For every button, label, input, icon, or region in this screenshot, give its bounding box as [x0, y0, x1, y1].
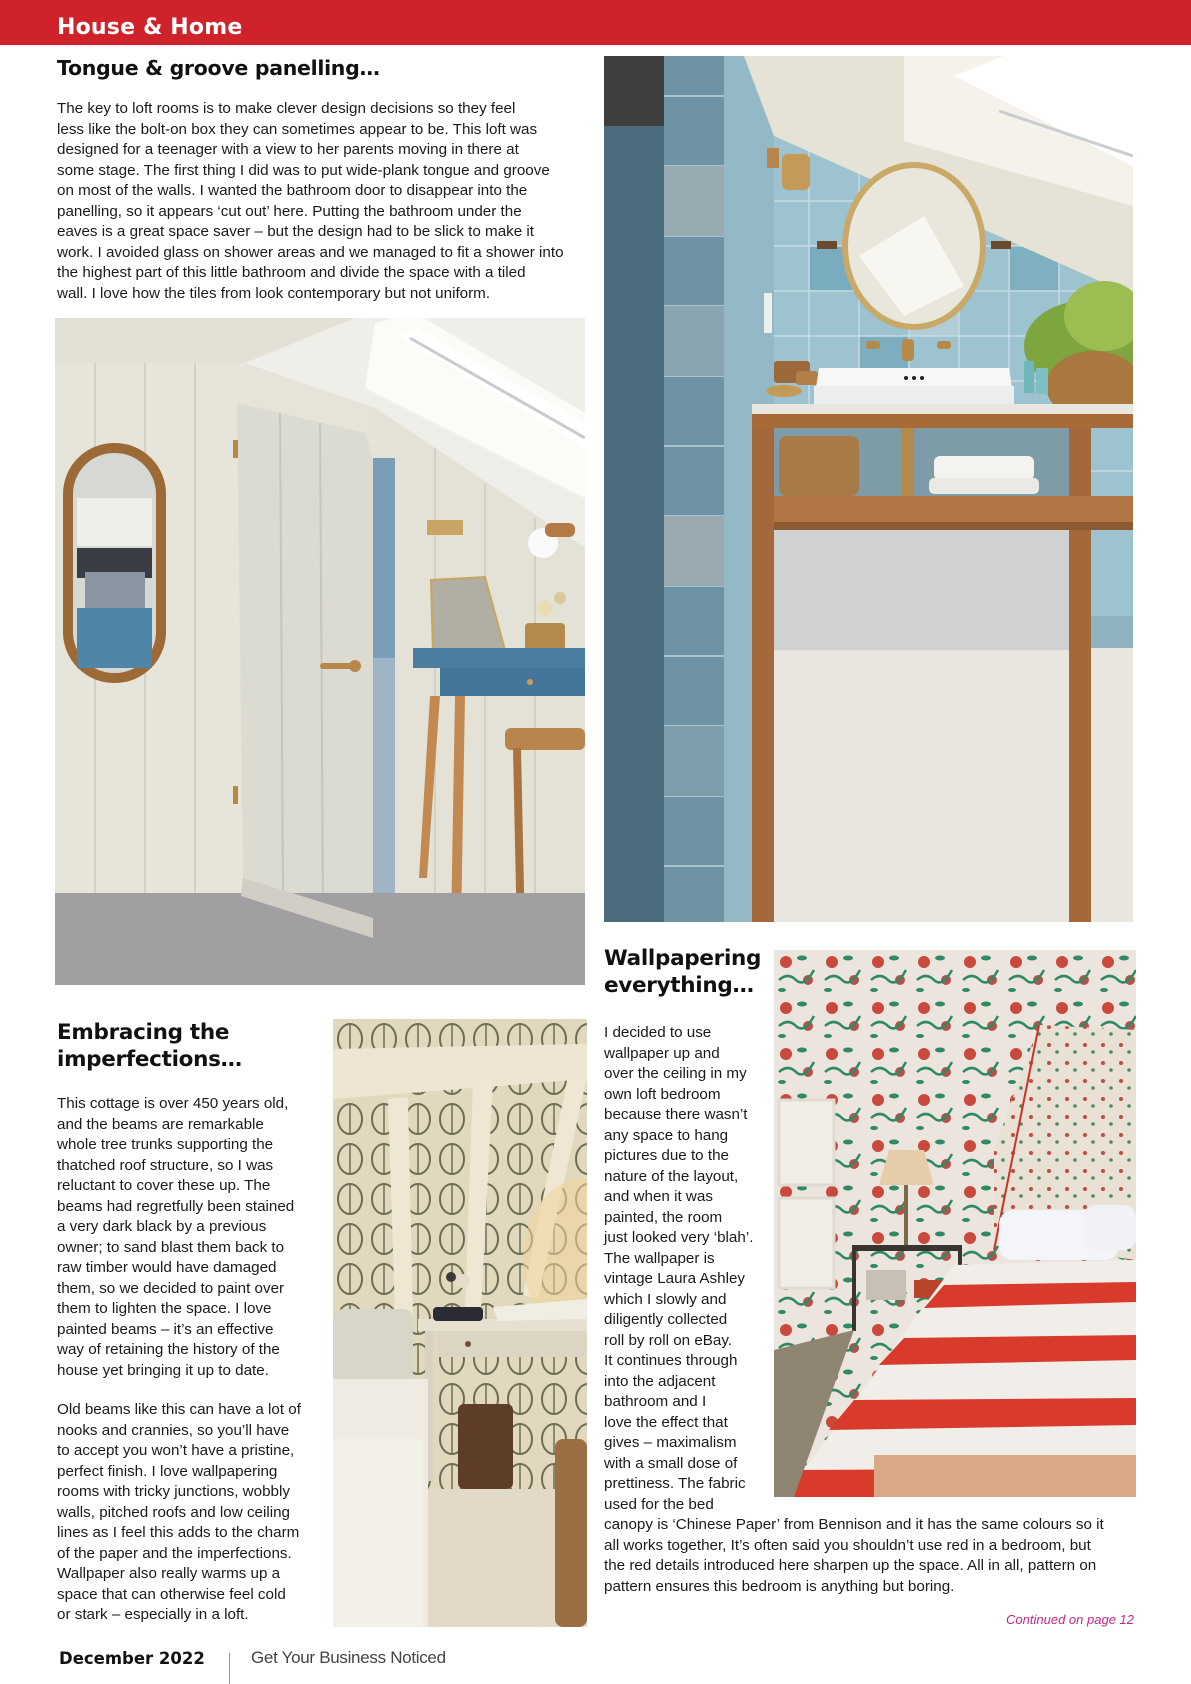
text-line: eaves is a great space saver – but the design had to be slick to make it — [57, 223, 534, 240]
text-line: just looked very ‘blah’. — [604, 1229, 754, 1246]
text-line: own loft bedroom — [604, 1085, 721, 1103]
text-line: wall. I love how the tiles from look contemporary but not uniform. — [57, 284, 491, 302]
text-line: canopy is ‘Chinese Paper’ from Bennison and it has the same colours so it — [604, 1516, 1104, 1533]
text-line: rooms with tricky junctions, wobbly — [57, 1483, 290, 1500]
text-line: owner; to sand blast them back to — [57, 1238, 285, 1256]
text-line: way of retaining the history of the — [57, 1341, 280, 1358]
text-line: This cottage is over 450 years old, — [57, 1095, 289, 1112]
text-line: lines as I feel this adds to the charm — [57, 1524, 300, 1541]
text-line: some stage. The first thing I did was to put wide-plank tongue and groove — [57, 161, 550, 179]
article-body-imperfections-para1 — [57, 1094, 327, 1381]
leaf-wallpaper-beams-photo — [333, 1019, 587, 1627]
heading-line: Wallpapering — [604, 946, 762, 971]
text-line: bathroom and I — [604, 1393, 707, 1410]
article-heading-panelling: Tongue & groove panelling… — [57, 56, 380, 80]
text-line: whole tree trunks supporting the — [57, 1136, 274, 1153]
text-line: on most of the walls. I wanted the bathroom door to disappear into the — [57, 182, 528, 199]
text-line: Wallpaper also really warms up a — [57, 1565, 281, 1582]
text-line: pattern ensures this bedroom is anything but boring. — [604, 1577, 955, 1595]
footer-tagline: Get Your Business Noticed — [251, 1648, 446, 1667]
text-line: painted, the room — [604, 1208, 723, 1226]
text-line: or stark – especially in a loft. — [57, 1606, 249, 1623]
text-line: them to lighten the space. I love — [57, 1300, 272, 1317]
heading-line: Embracing the — [57, 1020, 230, 1045]
text-line: panelling, so it appears ‘cut out’ here. Putting the bathroom under the — [57, 202, 522, 220]
text-line: Old beams like this can have a lot of — [57, 1401, 301, 1418]
continued-link[interactable]: Continued on page 12 — [1006, 1612, 1134, 1627]
footer-issue-date: December 2022 — [59, 1649, 205, 1668]
text-line: It continues through — [604, 1352, 738, 1369]
text-line: thatched roof structure, so I was — [57, 1156, 274, 1174]
article-body-wallpapering-wide — [604, 1515, 1144, 1597]
article-body-wallpapering-narrow — [604, 1023, 769, 1515]
text-line: space that can otherwise feel cold — [57, 1585, 286, 1603]
text-line: any space to hang — [604, 1126, 729, 1144]
text-line: to accept you won’t have a pristine, — [57, 1442, 295, 1459]
text-line: with a small dose of — [604, 1454, 738, 1472]
text-line: the red details introduced here sharpen up the space. All in all, pattern on — [604, 1557, 1097, 1574]
article-heading-imperfections — [57, 1020, 242, 1074]
text-line: raw timber would have damaged — [57, 1259, 277, 1276]
text-line: The key to loft rooms is to make clever design decisions so they feel — [57, 100, 516, 117]
text-line: diligently collected — [604, 1311, 728, 1328]
text-line: house yet bringing it up to date. — [57, 1361, 269, 1379]
heading-line: imperfections… — [57, 1046, 242, 1072]
text-line: over the ceiling in my — [604, 1065, 747, 1082]
blue-tiled-bathroom-photo — [604, 56, 1133, 922]
text-line: the highest part of this little bathroom and divide the space with a tiled — [57, 264, 526, 281]
text-line: perfect finish. I love wallpapering — [57, 1462, 278, 1480]
text-line: and when it was — [604, 1188, 713, 1205]
text-line: I decided to use — [604, 1024, 712, 1041]
text-line: The wallpaper is — [604, 1249, 715, 1267]
text-line: gives – maximalism — [604, 1434, 737, 1451]
text-line: pictures due to the — [604, 1147, 729, 1164]
text-line: which I slowly and — [604, 1290, 727, 1308]
text-line: love the effect that — [604, 1413, 728, 1431]
text-line: designed for a teenager with a view to her parents moving in there at — [57, 141, 519, 158]
text-line: wallpaper up and — [604, 1044, 720, 1062]
text-line: nooks and crannies, so you’ll have — [57, 1421, 290, 1439]
text-line: a very dark black by a previous — [57, 1218, 267, 1235]
text-line: beams had regretfully been stained — [57, 1197, 295, 1215]
text-line: reluctant to cover these up. The — [57, 1177, 271, 1194]
text-line: work. I avoided glass on shower areas and we managed to fit a shower into — [57, 243, 564, 261]
article-body-imperfections-para2 — [57, 1400, 327, 1626]
text-line: less like the bolt-on box they can sometimes appear to be. This loft was — [57, 120, 538, 138]
text-line: prettiness. The fabric — [604, 1475, 746, 1492]
article-heading-wallpapering — [604, 946, 761, 1000]
text-line: and the beams are remarkable — [57, 1115, 264, 1133]
text-line: nature of the layout, — [604, 1167, 739, 1185]
text-line: painted beams – it’s an effective — [57, 1320, 274, 1338]
loft-bedroom-door-photo — [55, 318, 585, 985]
text-line: vintage Laura Ashley — [604, 1270, 746, 1287]
text-line: them, so we decided to paint over — [57, 1279, 285, 1297]
text-line: of the paper and the imperfections. — [57, 1544, 292, 1562]
text-line: all works together, It’s often said you shouldn’t use red in a bedroom, but — [604, 1536, 1091, 1554]
text-line: because there wasn’t — [604, 1106, 748, 1123]
floral-wallpaper-bedroom-photo — [774, 950, 1136, 1497]
text-line: roll by roll on eBay. — [604, 1331, 733, 1349]
heading-line: everything… — [604, 972, 754, 998]
text-line: used for the bed — [604, 1495, 714, 1513]
section-title: House & Home — [57, 15, 243, 40]
text-line: walls, pitched roofs and low ceiling — [57, 1503, 290, 1521]
text-line: into the adjacent — [604, 1372, 716, 1390]
article-body-panelling — [57, 99, 597, 304]
footer-divider — [229, 1653, 230, 1684]
